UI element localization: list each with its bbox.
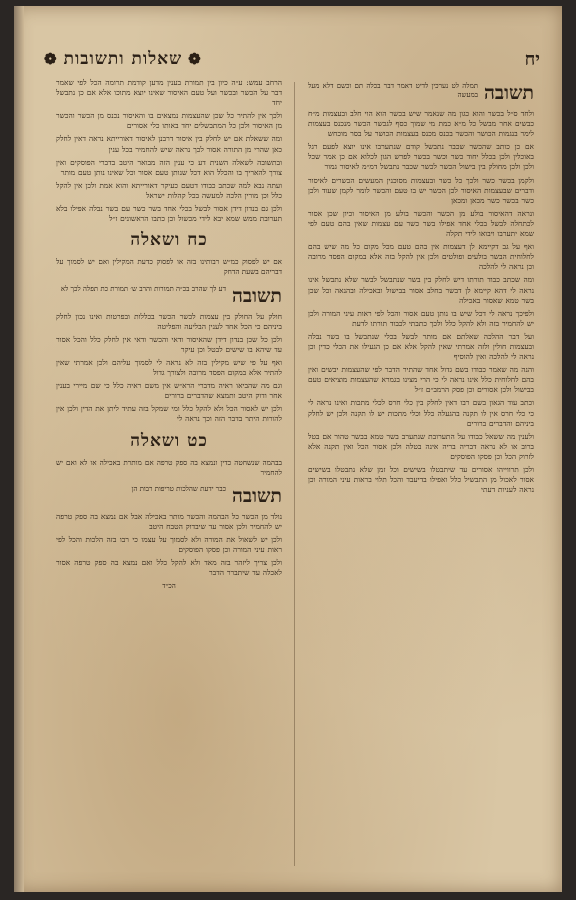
folio-number: יח bbox=[524, 48, 540, 70]
paragraph: ולכן יש לאסור הכל ולא להקל כלל ומי שמקל בזה עתיד ליתן את הדין ולכן אין להורות היתר בדבר הזה וכך נראה לי bbox=[56, 404, 282, 424]
paragraph: ולפיכך נראה לי דכל שיש בו נותן טעם אסור והכל לפי ראות עיני המורה ולכן יש להחמיר בזה ולא להקל כלל ולכך כתבתי לכבוד תורתו לדעת bbox=[308, 308, 534, 328]
paragraph: וכתב עוד הגאון בשם רבו דאין לחלק בין כלי חרס לכלי מתכות ואינו נראה לי כי כלי חרס אין לו תקנה בהגעלה כלל וכלי מתכות יש לו תקנה ולכן יש לחלק ביניהם והדברים ברורים bbox=[308, 398, 534, 428]
paragraph: ובתשובה לשאלה השנית דע כי ענין הזה מבואר היטב בדברי הפוסקים ואין צורך להאריך בו והכלל הוא דכל שנותן טעם אסור וכל שאינו נותן טעם מותר bbox=[56, 157, 282, 177]
paragraph: ואף על גב דקיימא לן דעצמות אין בהם טעם מכל מקום כל מה שיש בהם לחלוחית הבשר בולעים ופולטים ולכן אין להקל בזה אלא במקום הפסד מרובה וכן נראה לי להלכה bbox=[308, 242, 534, 272]
paragraph: וגם מה שהביאו ראיה מדברי הרא״ש אין משם ראיה כלל כי שם מיירי בענין אחר ודוק היטב ותמצא שהדברים ברורים bbox=[56, 381, 282, 401]
paragraph: אם כן כותב שהכשר שכבר נתבשל קודם שנתערבו אינו יוצא לפעם רגל באוכלין ולכן בכלל יחוד כשר וכשר בכשר לפרש הגון לכלוא אם כן אמר שכל ולכן ולכן מחולק בין בישול הכשר לכשר שכבר נתבשל דמ״מ לאיסור גמור bbox=[308, 142, 534, 172]
paragraph: חולק על החולק בין עצמות לכשר הכשר בכללות ובפרטות ואינו נכון לחלק ביניהם כי הכל אחד לענין הבליעה והפליטה bbox=[56, 311, 282, 331]
section-heading bbox=[308, 82, 534, 105]
paragraph: ולענין מה ששאל כבודו על התערובת שנתערב בשר טמא בבשר טהור אם בטל ברוב או לא נראה דבריה בריה אינה בטלה ולכן אסור הכל ואין תקנה אלא לזרוק הכל וכן פסקו הפוסקים bbox=[308, 431, 534, 461]
paragraph: ולכן כל שכן בנדון דידן שהאיסור ודאי והכשר ודאי אין לחלק כלל והכל אסור עד שיהא בו שישים לבטל וכן עיקר bbox=[56, 334, 282, 354]
book-spine bbox=[14, 6, 24, 892]
paragraph: ולקמן בכשר כשר ולכך כל כשר ובעצמות מסוכנין המעשים הכשרים לאיסור ודברים שבעצמות האיסור לכן הכשר יש בו טעם והכשר לומר לקמן שעוד ולכן כשר בכשר כשר מכאן ומכאן bbox=[308, 175, 534, 205]
paragraph: ולכן יש לשאול את המורה ולא לסמוך על עצמו כי רבו בזה הלכות והכל לפי ראות עיני המורה וכן פסקו הפוסקים bbox=[56, 535, 282, 555]
paragraph: ועל דבר ההלכה שאלתם אם מותר לבשל בכלי שנתבשל בו בשר נבלה ובעצמות חולין ולזה אמרתי שאין להקל אלא אם כן הגעילו את הכלי כדין וכן נראה לי להלכה ואין להוסיף bbox=[308, 331, 534, 362]
running-title-text: שאלות ותשובות bbox=[63, 49, 183, 69]
ornament-icon: ❁ bbox=[188, 50, 202, 68]
paragraph: ולחד ס״ל בכשר והוא כגון מה שנאמר שיש בכשר הוא הוי חלב ובעצמות מ״ח כבשים אחר מבשל כל מ״א כמת מי שמוך כסף לגכשר הכשר מנכנס בעצמות לימר בנגמות הכושר והכשר בכנס מכנס בעצמות הכושר על בסר מוכחש bbox=[308, 109, 534, 139]
paragraph: ונראה דהאיסור בולע מן הכשר והכשר בולע מן האיסור וכיון שכן אסור לכתחלה לבשל בכלי אחד אפילו בשר כשר עם עצמות שאין בהם טעם לפי שמא יתערבו ויבואו לידי תקלה bbox=[308, 208, 534, 239]
question-text: בבהמה שנשחטה כדין ונמצא בה ספק טרפה אם מותרת באכילה או לא ואם יש להחמיר bbox=[56, 457, 282, 477]
left-column bbox=[56, 78, 282, 872]
paragraph: נולד מן הכשר כל הבהמה והכשר מותר באכילה אבל אם נמצא בה ספק טרפה יש להחמיר ולכן אסור עד שיבדוק הטבח היטב bbox=[56, 511, 282, 531]
page bbox=[14, 6, 562, 892]
answer-label: תשובה bbox=[232, 484, 282, 507]
right-column bbox=[308, 78, 534, 872]
question-text: אם יש לפסוק כמ״ש רבותינו בזה או לפסוק כדעת המקילין ואם יש לסמוך על דבריהם בשעת הדחק bbox=[56, 257, 282, 277]
answer-heading bbox=[56, 285, 282, 308]
question-heading: כח ושאלה bbox=[130, 230, 208, 251]
heading-run-in: תמלה לט נערכין לדיט דאמר דבר‏ בכלה תם וכשם דלא מעל במעשה bbox=[308, 82, 478, 99]
question-heading: כט ושאלה bbox=[130, 430, 208, 451]
paragraph: ולכן צריך ליזהר בזה מאד ולא להקל כלל ואם נמצא בה ספק טרפה אסור לאכלה עד שיתברר הדבר bbox=[56, 558, 282, 578]
paragraph: ולכן תרווייהו אסורים עד שיתבטלו בשישים וכל זמן שלא נתבטלו בשישים אסור לאכול מן התבשיל כלל ואפילו בדיעבד והכל תלוי בראות עיני המורה וכן נראה לעניות דעתי bbox=[308, 465, 534, 495]
answer-label: תשובה bbox=[232, 284, 282, 307]
paragraph: ואף על פי שיש מקילין בזה לא נראה לי לסמוך עליהם ולכן אמרתי שאין להתיר אלא במקום הפסד מרובה ולצורך גדול bbox=[56, 357, 282, 378]
paragraph: והנה מה שאמר כבודו בשם גדול אחד שהתיר הדבר לפי שהעצמות יבשים ואין בהם לחלוחית כלל אינו נראה לי כי הרי מצינו בגמרא שהעצמות מוציאים טעם בבישול ולכן אסורים וכן פסק הרמב״ם ז״ל bbox=[308, 365, 534, 395]
running-title bbox=[44, 49, 202, 69]
paragraph: ומה שכתב כבוד תורתו דיש לחלק בין בשר שנתבשל לבשר שלא נתבשל אינו נראה לי דהא קיימא לן דבשר בחלב אסור בבישול ובאכילה ובהנאה וכל שכן בשר טמא שאסור באכילה bbox=[308, 275, 534, 305]
answer-run-in: כבר ידעת שהלכות טריפות רבות הן bbox=[131, 484, 226, 493]
heading-label: תשובה bbox=[484, 82, 534, 104]
paragraph: ולכן גם בנדון דידן אסור לבשל בכלי אחד בשר כשר עם בשר נבלה אפילו בלא תערובת ממש שמא יבא לידי מכשול וכן כתבו הראשונים ז״ל bbox=[56, 204, 282, 224]
paragraph: ומה ששאלת אם יש לחלק בין איסור דרבנן לאיסור דאורייתא נראה דאין לחלק כאן שהרי מן התורה אסור לכך נראה שיש להחמיר בכל ענין bbox=[56, 134, 282, 154]
paragraph: ועתה נבא למה שכתב כבודו דטעם כעיקר דאורייתא והוא אמת ולכן אין להקל כלל וכן מורין הלכה למעשה בכל קהלות ישראל bbox=[56, 180, 282, 200]
column-divider bbox=[294, 82, 295, 866]
question-block-29 bbox=[56, 431, 282, 478]
page-header bbox=[44, 44, 540, 74]
ornament-icon: ❁ bbox=[44, 50, 58, 68]
question-block-28 bbox=[56, 230, 282, 277]
answer-run-in: דע לך שהרב בכ״ה תמורות והרב ש׳ תמורת כת תפלה לכך לא bbox=[60, 284, 226, 293]
paragraph: הרחב עמש: ע״ה כיון בין תמורת בענין מדען קודמת תרומה הכל לפי שאמר דבר על הכשר ובכשר ועל טעם האיסור שאינו יוצא מתוכו אלא אם כן נתבשל יחד bbox=[56, 78, 282, 108]
paragraph: ולכך אין להתיר כל שכן שהעצמות נמצאים בו והאיסור נכנס מן הכשר והכשר מן האיסור ולכן כל המתבשלים יחד באותו כלי אסורים bbox=[56, 111, 282, 131]
signature: הכ״ד bbox=[162, 582, 176, 591]
answer-heading bbox=[56, 485, 282, 508]
